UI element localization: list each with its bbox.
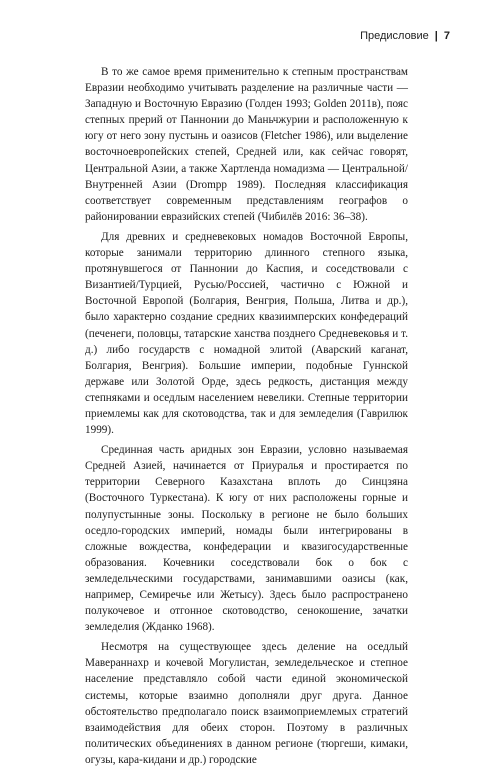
- body-text: [85, 64, 408, 772]
- paragraph: Для древних и средневековых номадов Восточной Европы, которые занимали территорию длинного степного языка, протянувшегося от Паннонии до Каспия, и соседствовали с Византией/Турцией, Русью/Россией, частично с Южной и Восточной Европой (Болгария, Венгрия, Польша, Литва и др.), было характерно создание средних квазиимперских конфедераций (печенеги, половцы, татарские ханства позднего Средневековья и т. д.) либо государств с номадной элитой (Аварский каганат, Болгария, Венгрия). Большие империи, подобные Гуннской державе или Золотой Орде, здесь редкость, дистанция между степняками и оседлым населением невелики. Степные территории приемлемы как для скотоводства, так и для земледелия (Гаврилюк 1999).: [85, 230, 408, 437]
- paragraph: Несмотря на существующее здесь деление на оседлый Мавераннахр и кочевой Могулистан, земледельческое и степное население представляло собой части единой экономической системы, которые взаимно дополняли друг друга. Данное обстоятельство предполагало поиск взаимоприемлемых стратегий взаимодействия для обеих сторон. Поэтому в различных политических объединениях в данном регионе (тюргеши, кимаки, огузы, кара-кидани и др.) городские: [85, 641, 408, 766]
- page-number: 7: [443, 30, 450, 42]
- header-separator: |: [434, 30, 438, 42]
- paragraph: Срединная часть аридных зон Евразии, условно называемая Средней Азией, начинается от Приуралья и простирается по территории Северного Казахстана вплоть до Синцзяна (Восточного Туркестана). К югу от них расположены горные и полупустынные зоны. Поскольку в регионе не было больших оседло-городских империй, номады были интегрированы в сложные вождества, конфедерации и квазигосударственные образования. Кочевники соседствовали бок о бок с земледельческими государствами, занимавшими оазисы (как, например, Семиречье или Жетысу). Здесь было распространено полукочевое и отгонное скотоводство, сенокошение, зачатки земледелия (Жданко 1968).: [85, 444, 408, 634]
- paragraph: В то же самое время применительно к степным пространствам Евразии необходимо учитывать разделение на различные части — Западную и Восточную Евразию (Голден 1993; Golden 2011в), пояс степных прерий от Паннонии до Маньчжурии и расположенную к югу от него зону пустынь и оазисов (Fletcher 1986), или выделение восточноевропейских степей, Средней или, как сейчас говорят, Центральной Азии, а также Хартленда номадизма — Центральной/ Внутренней Азии (Drompp 1989). Последняя классификация соответствует современным представлениям географов о районировании евразийских степей (Чибилёв 2016: 36–38).: [85, 66, 408, 223]
- running-header: [360, 30, 450, 42]
- section-title: Предисловие: [360, 30, 429, 42]
